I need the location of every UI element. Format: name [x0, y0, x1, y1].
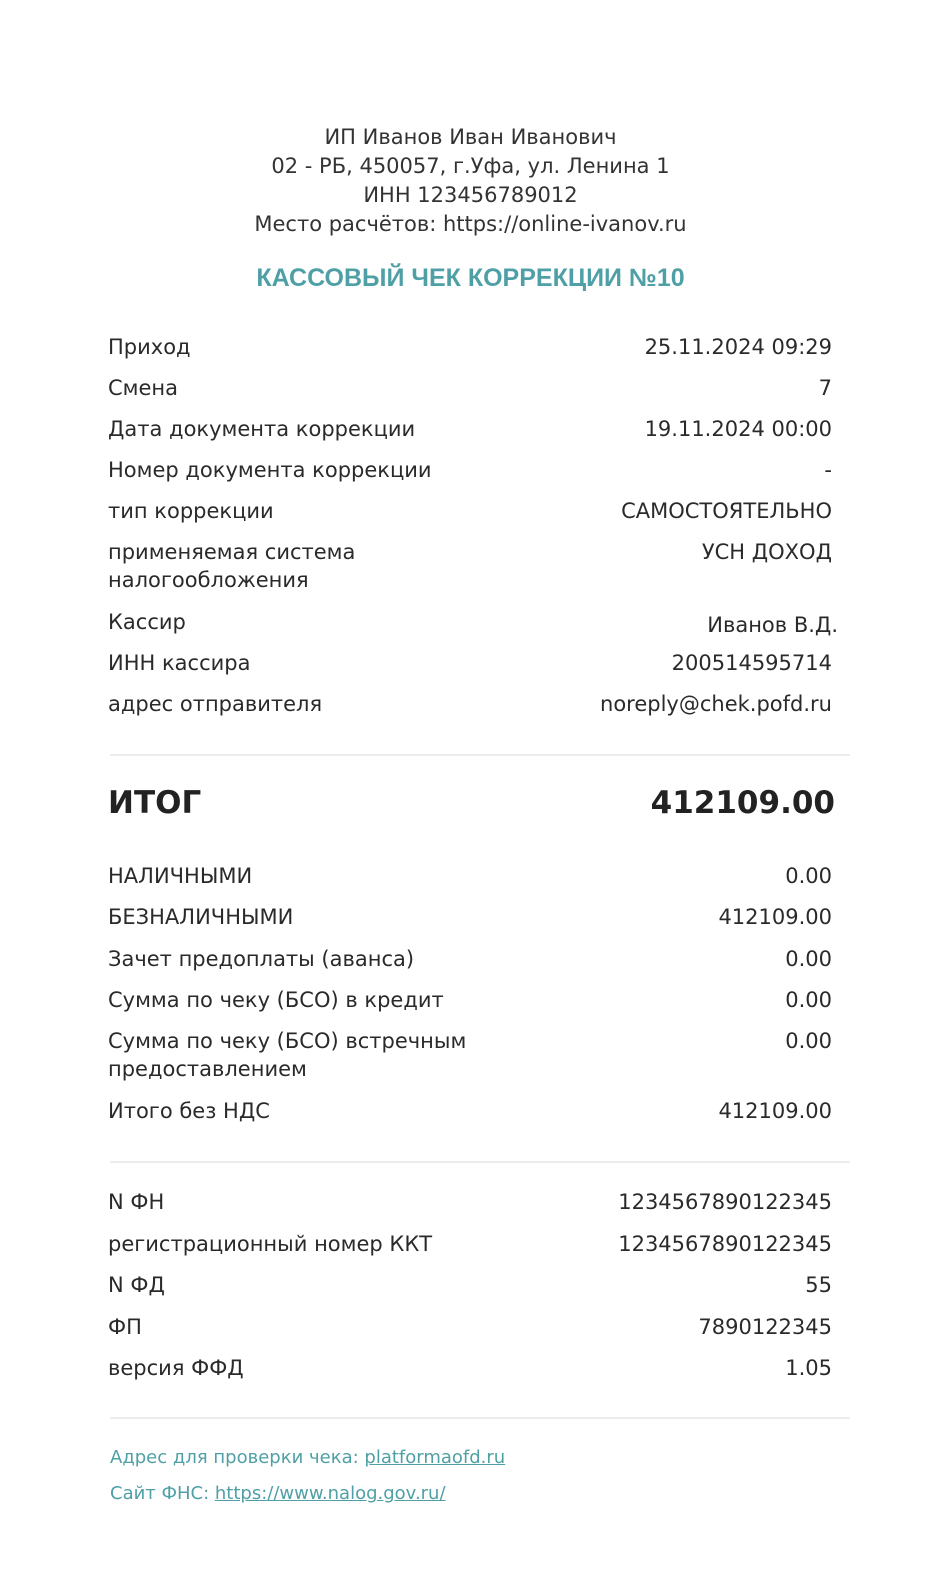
payment-label: НАЛИЧНЫМИ: [108, 864, 253, 888]
payment-label-cont: предоставлением: [108, 1057, 307, 1081]
fiscal-label: регистрационный номер ККТ: [108, 1232, 433, 1256]
fiscal-label: N ФН: [108, 1190, 165, 1214]
info-value: 7: [818, 376, 832, 400]
payment-label: Сумма по чеку (БСО) встречным: [108, 1029, 467, 1053]
fiscal-value: 7890122345: [698, 1315, 832, 1339]
receipt-title: КАССОВЫЙ ЧЕК КОРРЕКЦИИ №10: [256, 264, 685, 292]
fns-site-line: [110, 1482, 446, 1506]
info-label: Приход: [108, 335, 191, 359]
fiscal-value: 1.05: [785, 1356, 832, 1380]
fns-site-link[interactable]: https://www.nalog.gov.ru/: [214, 1483, 446, 1504]
payment-label: Зачет предоплаты (аванса): [108, 947, 415, 971]
info-value: noreply@chek.pofd.ru: [600, 692, 832, 716]
info-label: Смена: [108, 376, 179, 400]
info-label: ИНН кассира: [108, 651, 251, 675]
total-value: 412109.00: [650, 785, 835, 821]
fiscal-label: ФП: [108, 1315, 142, 1339]
total-label: ИТОГ: [108, 785, 202, 821]
fiscal-value: 1234567890122345: [618, 1232, 832, 1256]
seller-inn: ИНН 123456789012: [363, 183, 578, 207]
seller-address: 02 - РБ, 450057, г.Уфа, ул. Ленина 1: [271, 154, 670, 178]
check-address-line: [110, 1446, 505, 1470]
info-label: Кассир: [108, 610, 186, 634]
info-label-cont: налогообложения: [108, 568, 309, 592]
info-value: -: [824, 458, 832, 482]
info-label: тип коррекции: [108, 499, 274, 523]
info-label: Номер документа коррекции: [108, 458, 432, 482]
info-value: УСН ДОХОД: [701, 540, 832, 564]
payment-value: 412109.00: [718, 1099, 832, 1123]
info-value: 25.11.2024 09:29: [644, 335, 832, 359]
payment-value: 412109.00: [718, 905, 832, 929]
seller-name: ИП Иванов Иван Иванович: [324, 125, 617, 149]
fiscal-label: версия ФФД: [108, 1356, 244, 1380]
fns-site-label: Сайт ФНС:: [110, 1483, 215, 1504]
check-address-link[interactable]: platformaofd.ru: [364, 1447, 506, 1468]
info-value: Иванов В.Д.: [707, 613, 838, 637]
info-value: 19.11.2024 00:00: [644, 417, 832, 441]
fiscal-value: 1234567890122345: [618, 1190, 832, 1214]
info-value: САМОСТОЯТЕЛЬНО: [621, 499, 832, 523]
divider: [110, 1161, 850, 1163]
fiscal-value: 55: [805, 1273, 832, 1297]
divider: [110, 754, 850, 756]
info-value: 200514595714: [671, 651, 832, 675]
payment-label: БЕЗНАЛИЧНЫМИ: [108, 905, 294, 929]
payment-value: 0.00: [785, 864, 832, 888]
payment-label: Сумма по чеку (БСО) в кредит: [108, 988, 444, 1012]
payment-label: Итого без НДС: [108, 1099, 270, 1123]
fiscal-label: N ФД: [108, 1273, 165, 1297]
payment-value: 0.00: [785, 1029, 832, 1053]
info-label: применяемая система: [108, 540, 356, 564]
check-address-label: Адрес для проверки чека:: [110, 1447, 365, 1468]
payment-value: 0.00: [785, 988, 832, 1012]
info-label: адрес отправителя: [108, 692, 323, 716]
divider: [110, 1417, 850, 1419]
payment-value: 0.00: [785, 947, 832, 971]
payment-place: Место расчётов: https://online-ivanov.ru: [254, 212, 687, 236]
info-label: Дата документа коррекции: [108, 417, 416, 441]
